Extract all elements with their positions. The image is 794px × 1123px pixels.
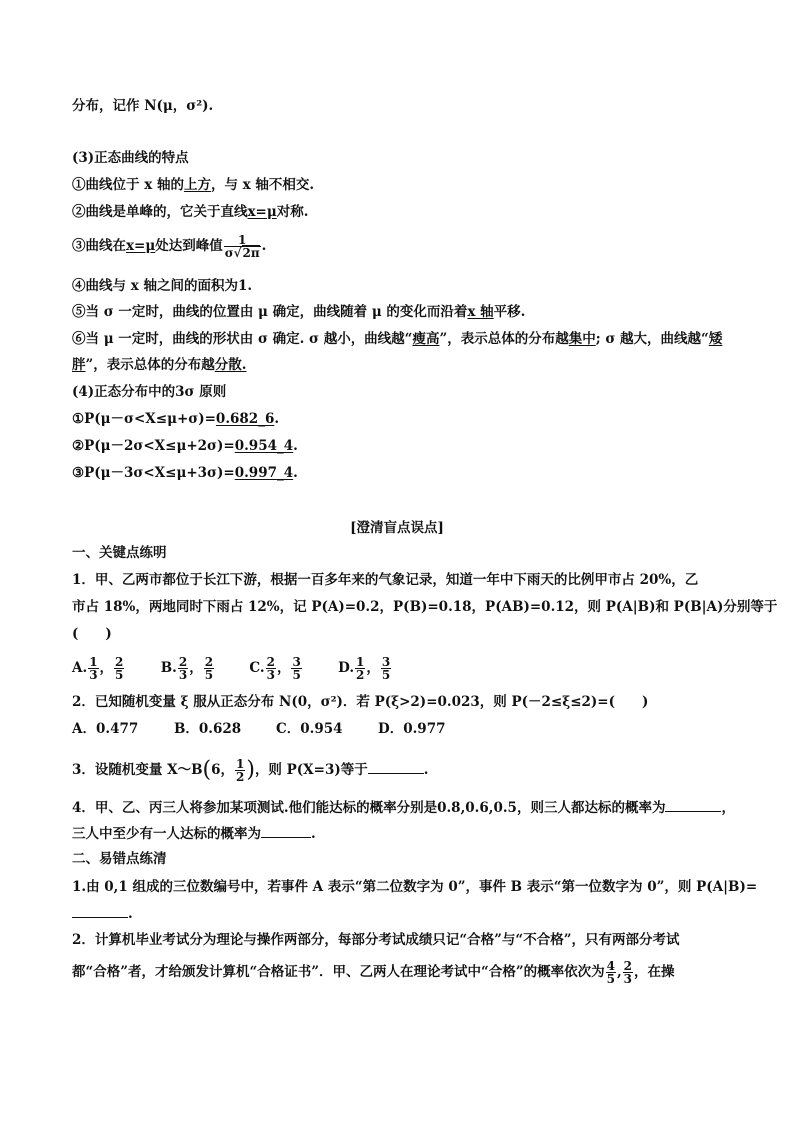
question-4: 4．甲、乙、丙三人将参加某项测试.他们能达标的概率分别是0.8,0.6,0.5，则三人都达标的概率为 ， xyxy=(72,797,735,818)
text-line: ①曲线位于 x 轴的上方，与 x 轴不相交. xyxy=(72,177,315,193)
option-c: C. $\frac{2}{3}$ ， $\frac{3}{5}$ xyxy=(249,655,301,682)
text-line: ④曲线与 x 轴之间的面积为1. xyxy=(72,278,253,294)
text-line: ①P(μ－σ<X≤μ+σ)=0.682_6. xyxy=(72,411,280,427)
option-b: B. $\frac{2}{3}$ ， $\frac{2}{5}$ xyxy=(160,655,214,682)
text-line: 胖”，表示总体的分布越分散. xyxy=(72,357,247,373)
error-question-1: 1.由 0,1 组成的三位数编号中，若事件 A 表示“第二位数字为 0”，事件 B 表示“第一位数字为 0”，则 P(A|B)= xyxy=(72,879,758,895)
text-line: ③P(μ－3σ<X≤μ+3σ)=0.997_4. xyxy=(72,465,298,481)
text-line: ⑥当 μ 一定时，曲线的形状由 σ 确定. σ 越小，曲线越“瘦高”，表示总体的分布越集中; σ 越大，曲线越“矮 xyxy=(72,331,723,347)
question-4: 三人中至少有一人达标的概率为 . xyxy=(72,823,316,844)
answer-blank[interactable] xyxy=(72,903,128,918)
question-3: 3．设随机变量 X～B(6， $\frac{1}{2}$ )，则 P(X=3)等于 . xyxy=(72,757,429,784)
options-row xyxy=(72,656,422,681)
error-question-1: . xyxy=(72,903,133,924)
subsection-heading: 二、易错点练清 xyxy=(72,851,167,867)
answer-blank[interactable] xyxy=(368,759,424,774)
text-line: ⑤当 σ 一定时，曲线的位置由 μ 确定，曲线随着 μ 的变化而沿着x 轴平移. xyxy=(72,304,526,320)
text-line: 分布，记作 N(μ，σ²). xyxy=(72,98,214,114)
options-row: A．0.477 B．0.628 C．0.954 D．0.977 xyxy=(72,721,446,737)
subsection-heading: 一、关键点练明 xyxy=(72,545,167,561)
option-d: D. $\frac{1}{2}$ ， $\frac{3}{5}$ xyxy=(338,655,391,682)
heading-3sigma: (4)正态分布中的3σ 原则 xyxy=(72,384,227,400)
fraction: $\frac{1}{\sigma√2\pi}$ xyxy=(224,233,260,260)
text-line: ②P(μ－2σ<X≤μ+2σ)=0.954_4. xyxy=(72,438,298,454)
section-title: [澄清盲点误点] xyxy=(350,520,444,536)
error-question-2: 都“合格”者，才给颁发计算机“合格证书”．甲、乙两人在理论考试中“合格”的概率依次为 $\frac{4}{5}$ , $\frac{2}{3}$ ，在操 xyxy=(72,959,675,986)
option-a: A. $\frac{1}{3}$ ， $\frac{2}{5}$ xyxy=(72,655,124,682)
question-1: 1．甲、乙两市都位于长江下游，根据一百多年来的气象记录，知道一年中下雨天的比例甲市占 20%，乙 xyxy=(72,572,699,588)
error-question-2: 2．计算机毕业考试分为理论与操作两部分，每部分考试成绩只记“合格”与“不合格”，只有两部分考试 xyxy=(72,932,680,948)
text-line: ②曲线是单峰的，它关于直线x=μ对称. xyxy=(72,204,309,220)
heading-curve-features: (3)正态曲线的特点 xyxy=(72,150,189,166)
question-1: 市占 18%，两地同时下雨占 12%，记 P(A)=0.2，P(B)=0.18，P(AB)=0.12，则 P(A|B)和 P(B|A)分别等于 xyxy=(72,599,778,615)
question-1: ( ) xyxy=(72,626,112,642)
text-line: ③曲线在x=μ处达到峰值 $\frac{1}{\sigma√2\pi}$ . xyxy=(72,233,267,260)
answer-blank[interactable] xyxy=(665,797,721,812)
question-2: 2．已知随机变量 ξ 服从正态分布 N(0，σ²)．若 P(ξ>2)=0.023，则 P(－2≤ξ≤2)=( ) xyxy=(72,694,649,710)
answer-blank[interactable] xyxy=(261,823,311,838)
